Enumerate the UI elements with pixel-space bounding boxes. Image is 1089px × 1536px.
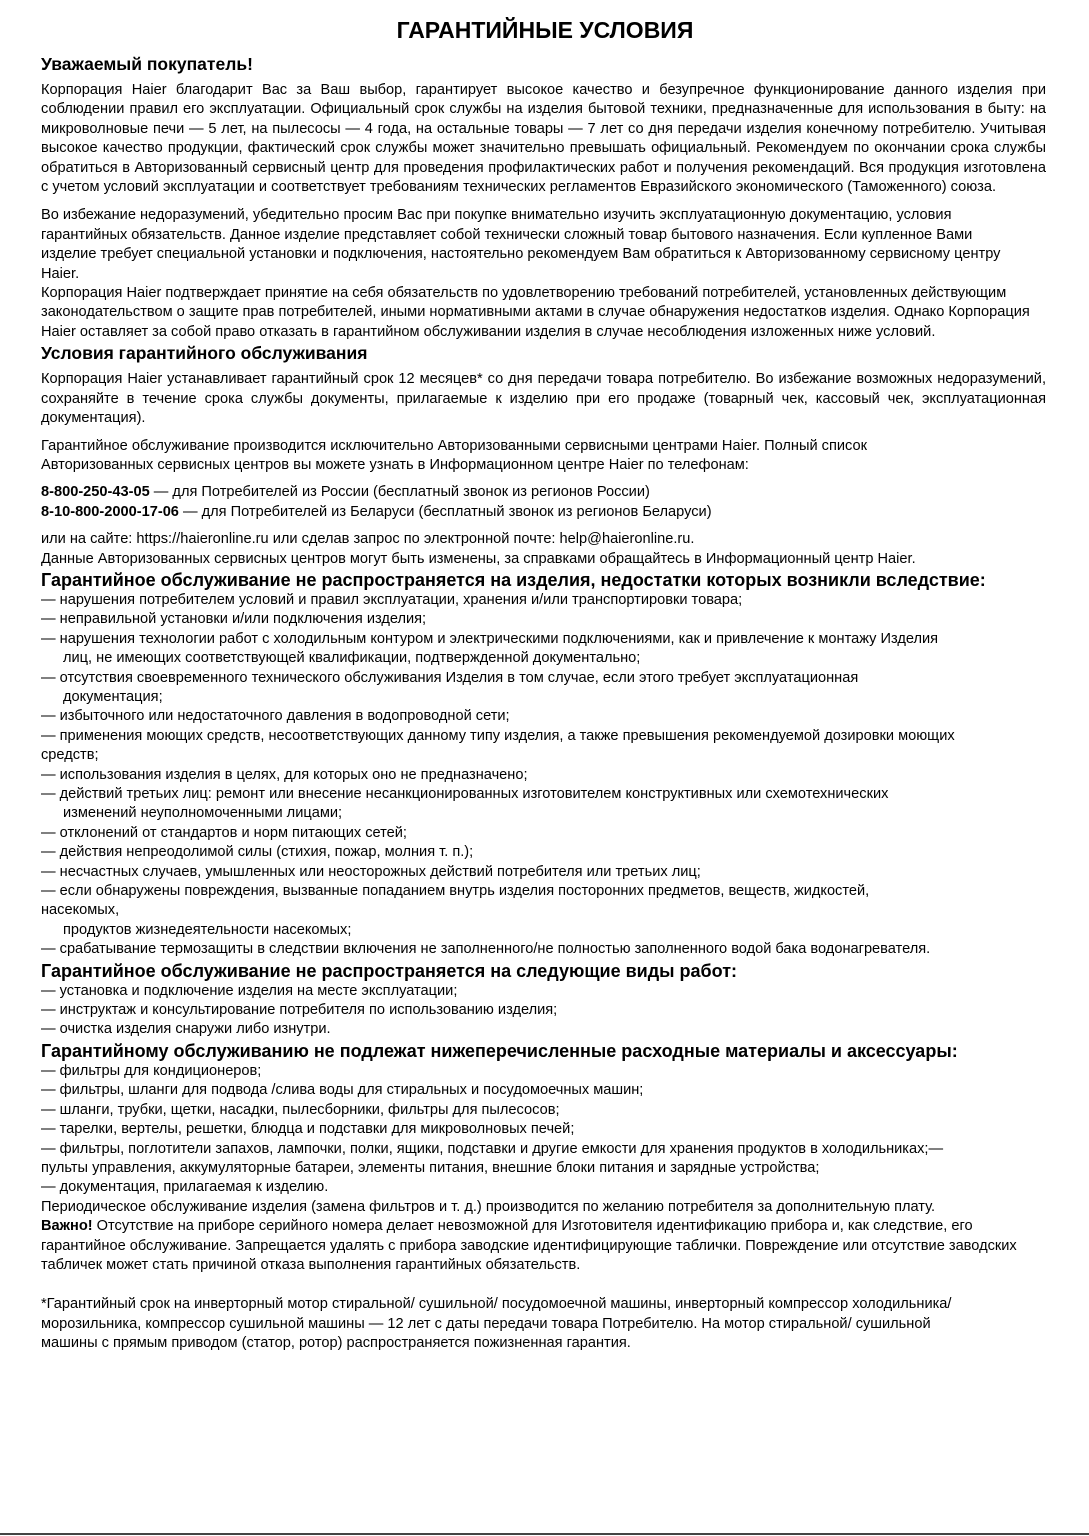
list-item: — использования изделия в целях, для которых оно не предназначено;: [41, 766, 528, 783]
warranty-document: [41, 16, 1049, 1354]
exclusions-heading: Гарантийное обслуживание не распространяется на изделия, недостатки которых возникли вследствие:: [41, 569, 986, 590]
list-item: — срабатывание термозащиты в следствии включения не заполненного/не полностью заполненного водой бака водонагревателя.: [41, 941, 931, 958]
list-item: — отклонений от стандартов и норм питающих сетей;: [41, 824, 407, 841]
phone-belarus: 8-10-800-2000-17-06: [41, 503, 179, 520]
greeting-heading: Уважаемый покупатель!: [41, 54, 253, 74]
exclusions-list: [41, 591, 1049, 960]
list-item: — шланги, трубки, щетки, насадки, пылесборники, фильтры для пылесосов;: [41, 1101, 560, 1118]
service-paragraph-1: Корпорация Haier устанавливает гарантийный срок 12 месяцев* со дня передачи товара потребителю. Во избежание возможных недоразумений, сохраняйте в течение срока службы документы, прилагаемые к изделию при его продаже (товарный чек, кассовый чек, эксплуатационная документация).: [41, 371, 1046, 427]
list-item: — избыточного или недостаточного давления в водопроводной сети;: [41, 708, 510, 725]
works-heading: Гарантийное обслуживание не распространяется на следующие виды работ:: [41, 960, 738, 981]
list-item: — фильтры, шланги для подвода /слива воды для стиральных и посудомоечных машин;: [41, 1082, 644, 1099]
important-note: [41, 1217, 1049, 1275]
list-item: — действий третьих лиц: ремонт или внесение несанкционированных изготовителем конструктивных или схемотехнических: [41, 786, 889, 802]
list-item: — если обнаружены повреждения, вызванные попаданием внутрь изделия посторонних предметов, веществ, жидкостей,: [41, 883, 870, 900]
list-item: — нарушения технологии работ с холодильным контуром и электрическими подключениями, как и привлечение к монтажу Изделия: [41, 630, 939, 647]
list-item: — нарушения потребителем условий и правил эксплуатации, хранения и/или транспортировки товара;: [41, 591, 743, 608]
periodic-service-note: Периодическое обслуживание изделия (замена фильтров и т. д.) производится по желанию потребителя за дополнительную плату.: [41, 1198, 936, 1215]
phone-russia: 8-800-250-43-05: [41, 484, 150, 501]
website-line: или на сайте: https://haieronline.ru или сделав запрос по электронной почте: help@haieronline.ru.: [41, 531, 695, 548]
list-item: — действия непреодолимой силы (стихия, пожар, молния т. п.);: [41, 844, 474, 861]
important-text: Отсутствие на приборе серийного номера делает невозможной для Изготовителя идентификацию прибора и, как следствие, его гарантийное обслуживание. Запрещается удалять с прибора заводские идентифицирующие таблички. Повреждение или отсутствие заводских табличек может стать причиной отказа выполнения гарантийных обязательств.: [41, 1218, 1017, 1273]
list-item-continuation: насекомых,: [41, 902, 120, 919]
phone-belarus-text: — для Потребителей из Беларуси (бесплатный звонок из регионов Беларуси): [178, 503, 712, 520]
list-item: — тарелки, вертелы, решетки, блюдца и подставки для микроволновых печей;: [41, 1121, 575, 1138]
list-item: — очистка изделия снаружи либо изнутри.: [41, 1021, 331, 1038]
list-item: — документация, прилагаемая к изделию.: [41, 1179, 329, 1196]
list-item-continuation: лиц, не имеющих соответствующей квалификации, подтвержденной документально;: [63, 650, 641, 667]
phone-belarus-line: [41, 503, 1049, 522]
list-item-continuation: документация;: [63, 688, 163, 705]
list-item: — фильтры, поглотители запахов, лампочки, полки, ящики, подставки и другие емкости для хранения продуктов в холодильниках;—: [41, 1140, 944, 1157]
changes-line: Данные Авторизованных сервисных центров могут быть изменены, за справками обращайтесь в Информационный центр Haier.: [41, 550, 916, 567]
list-item: — инструктаж и консультирование потребителя по использованию изделия;: [41, 1002, 558, 1019]
intro-paragraph-3: Корпорация Haier подтверждает принятие на себя обязательств по удовлетворению требований потребителей, установленных действующим законодательством о защите прав потребителей, иными нормативными актами в случае обнаружения недостатков изделия. Однако Корпорация Haier оставляет за собой право отказать в гарантийном обслуживании изделия в случае несоблюдения изложенных ниже условий.: [41, 285, 1030, 340]
list-item: — фильтры для кондиционеров;: [41, 1062, 262, 1079]
consumables-heading: Гарантийному обслуживанию не подлежат нижеперечисленные расходные материалы и аксессуары:: [41, 1040, 958, 1061]
list-item-continuation: продуктов жизнедеятельности насекомых;: [63, 921, 352, 938]
service-paragraph-2: Гарантийное обслуживание производится исключительно Авторизованными сервисными центрами Haier. Полный список Авторизованных сервисных центров вы можете узнать в Информационном центре Haier по телефонам:: [41, 437, 867, 473]
intro-paragraph-1: Корпорация Haier благодарит Вас за Ваш выбор, гарантирует высокое качество и безупречное функционирование данного изделия при соблюдении правил его эксплуатации. Официальный срок службы на изделия бытовой техники, предназначенные для использования в быту: на микроволновые печи — 5 лет, на пылесосы — 4 года, на остальные товары — 7 лет со дня передачи изделия конечному потребителю. Учитывая высокое качество продукции, фактический срок службы может значительно превышать официальный. Рекомендуем по окончании срока службы обратиться в Авторизованный сервисный центр для проведения профилактических работ и получения рекомендаций. Вся продукция изготовлена с учетом условий эксплуатации и соответствует требованиям технических регламентов Евразийского экономического (Таможенного) союза.: [41, 82, 1046, 196]
list-item: — неправильной установки и/или подключения изделия;: [41, 611, 427, 628]
phone-russia-text: — для Потребителей из России (бесплатный звонок из регионов России): [149, 484, 650, 501]
intro-paragraph-2: Во избежание недоразумений, убедительно просим Вас при покупке внимательно изучить эксплуатационную документацию, условия гарантийных обязательств. Данное изделие представляет собой технически сложный товар бытового назначения. Если купленное Вами изделие требует специальной установки и подключения, настоятельно рекомендуем Вам обратиться к Авторизованному сервисному центру Haier.: [41, 207, 1001, 282]
list-item: — установка и подключение изделия на месте эксплуатации;: [41, 982, 458, 999]
list-item-continuation: изменений неуполномоченными лицами;: [63, 805, 343, 822]
page-title: ГАРАНТИЙНЫЕ УСЛОВИЯ: [396, 17, 694, 43]
important-label: Важно!: [41, 1218, 93, 1235]
list-item: — отсутствия своевременного технического обслуживания Изделия в том случае, если этого требует эксплуатационная: [41, 669, 859, 686]
service-heading: Условия гарантийного обслуживания: [41, 343, 368, 364]
bottom-divider: [0, 1533, 1089, 1535]
list-item: — несчастных случаев, умышленных или неосторожных действий потребителя или третьих лиц;: [41, 863, 701, 880]
phone-russia-line: [41, 483, 1049, 502]
footnote: *Гарантийный срок на инверторный мотор стиральной/ сушильной/ посудомоечной машины, инверторный компрессор холодильника/ морозильника, компрессор сушильной машины — 12 лет с даты передачи товара Потребителю. На мотор стиральной/ сушильной машины с прямым приводом (статор, ротор) распространяется пожизненная гарантия.: [41, 1296, 952, 1352]
list-item-continuation: средств;: [41, 747, 99, 764]
list-item: — применения моющих средств, несоответствующих данному типу изделия, а также превышения рекомендуемой дозировки моющих: [41, 727, 955, 744]
list-item-continuation: пульты управления, аккумуляторные батареи, элементы питания, внешние блоки питания и зарядные устройства;: [41, 1159, 820, 1176]
